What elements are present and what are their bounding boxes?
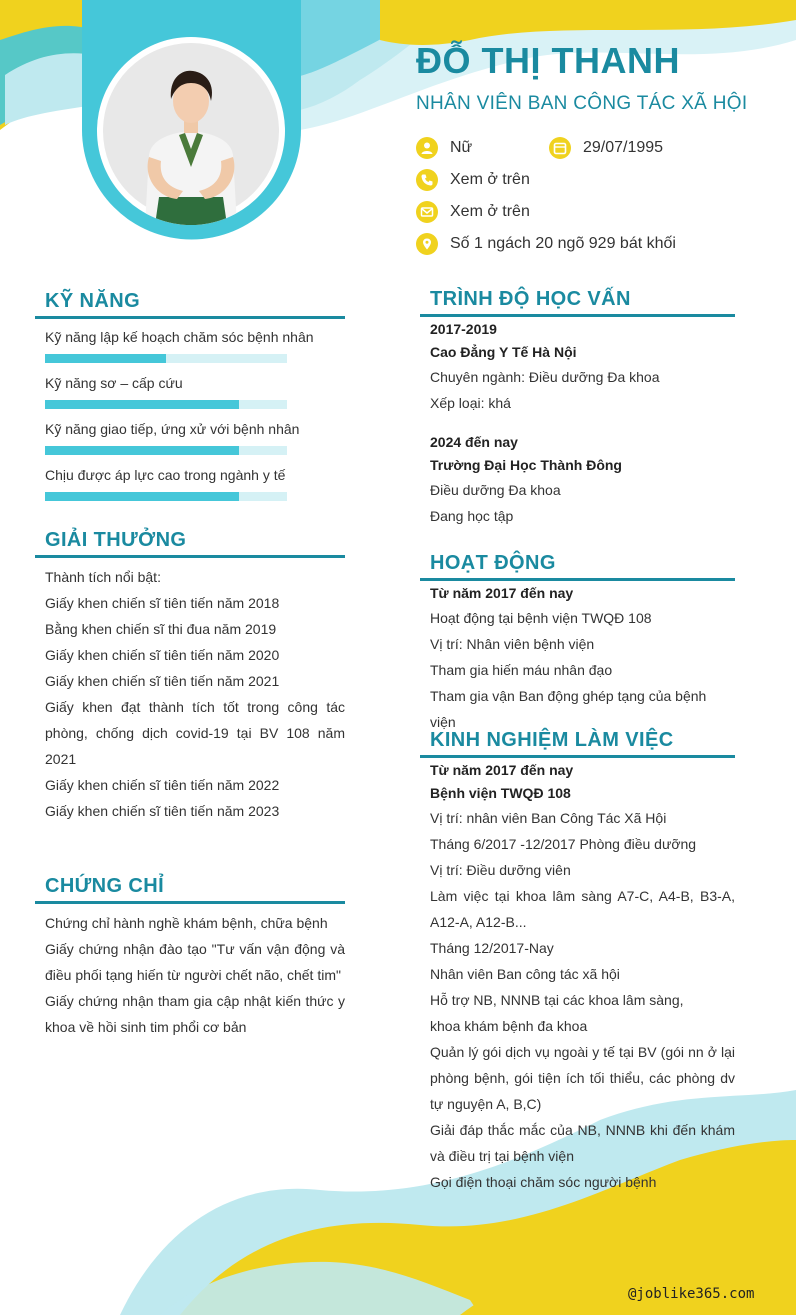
award-item: Giấy khen chiến sĩ tiên tiến năm 2022	[45, 777, 280, 793]
activity-item: Vị trí: Nhân viên bệnh viện	[430, 636, 595, 652]
skill-bar-fill	[45, 400, 239, 409]
skill-bar	[45, 492, 287, 501]
experience-item: Gọi điện thoại chăm sóc người bệnh	[430, 1174, 657, 1190]
education-title: TRÌNH ĐỘ HỌC VẤN	[430, 288, 631, 310]
experience-item: Vị trí: Điều dưỡng viên	[430, 862, 571, 878]
award-item: Giấy khen chiến sĩ tiên tiến năm 2020	[45, 647, 280, 663]
experience-item: Tháng 6/2017 -12/2017 Phòng điều dưỡng	[430, 836, 697, 852]
activity-item: Hoạt động tại bệnh viện TWQĐ 108	[430, 610, 652, 626]
email-value: Xem ở trên	[450, 203, 530, 220]
experience-divider	[420, 755, 735, 758]
education-divider	[420, 314, 735, 317]
skill-bar	[45, 354, 287, 363]
skill-label: Kỹ năng sơ – cấp cứu	[45, 375, 183, 391]
certificate-item: Giấy chứng nhận tham gia cập nhật kiến thức y khoa về hồi sinh tim phổi cơ bản	[45, 993, 345, 1035]
award-item: Giấy khen chiến sĩ tiên tiến năm 2018	[45, 595, 280, 611]
certificates-list	[45, 910, 345, 1040]
phone-value: Xem ở trên	[450, 171, 530, 188]
experience-list	[430, 759, 735, 1195]
candidate-name: ĐỖ THỊ THANH	[416, 40, 680, 81]
phone-row	[416, 168, 530, 192]
award-item: Bằng khen chiến sĩ thi đua năm 2019	[45, 621, 277, 637]
award-item: Giấy khen đạt thành tích tốt trong công tác phòng, chống dịch covid-19 tại BV 108 năm 2021	[45, 699, 345, 767]
experience-item: Hỗ trợ NB, NNNB tại các khoa lâm sàng,	[430, 992, 684, 1008]
watermark-text: @joblike365.com	[628, 1286, 755, 1302]
skill-bar-fill	[45, 446, 239, 455]
education-detail: Đang học tập	[430, 508, 514, 524]
activities-divider	[420, 578, 735, 581]
skill-item	[45, 329, 335, 363]
gender-value: Nữ	[450, 139, 473, 156]
education-period: 2024 đến nay	[430, 434, 518, 450]
award-item: Giấy khen chiến sĩ tiên tiến năm 2023	[45, 803, 280, 819]
experience-company: Bệnh viện TWQĐ 108	[430, 785, 571, 801]
awards-list	[45, 564, 345, 824]
activities-list	[430, 582, 735, 735]
experience-item: Giải đáp thắc mắc của NB, NNNB khi đến khám và điều trị tại bệnh viện	[430, 1122, 735, 1164]
skill-item	[45, 467, 335, 501]
awards-title: GIẢI THƯỞNG	[45, 529, 187, 551]
activity-item: Tham gia hiến máu nhân đạo	[430, 662, 613, 678]
awards-intro: Thành tích nổi bật:	[45, 569, 161, 585]
skills-title: KỸ NĂNG	[45, 290, 141, 312]
experience-period: Từ năm 2017 đến nay	[430, 762, 574, 778]
birthday-value: 29/07/1995	[583, 139, 664, 156]
job-title: NHÂN VIÊN BAN CÔNG TÁC XÃ HỘI	[416, 93, 748, 114]
email-icon	[416, 201, 438, 223]
award-item: Giấy khen chiến sĩ tiên tiến năm 2021	[45, 673, 280, 689]
phone-icon	[416, 169, 438, 191]
experience-item: Vị trí: nhân viên Ban Công Tác Xã Hội	[430, 810, 667, 826]
experience-item: Tháng 12/2017-Nay	[430, 940, 554, 956]
education-entry	[430, 318, 735, 416]
experience-item: khoa khám bệnh đa khoa	[430, 1018, 588, 1034]
skill-label: Kỹ năng giao tiếp, ứng xử với bệnh nhân	[45, 421, 300, 437]
user-icon	[416, 137, 438, 159]
education-detail: Chuyên ngành: Điều dưỡng Đa khoa	[430, 369, 660, 385]
experience-title: KINH NGHIỆM LÀM VIỆC	[430, 729, 674, 751]
education-entry	[430, 431, 735, 529]
skill-item	[45, 421, 335, 455]
education-detail: Xếp loại: khá	[430, 395, 511, 411]
email-row	[416, 200, 530, 224]
certificates-title: CHỨNG CHỈ	[45, 875, 165, 897]
address-row	[416, 232, 676, 256]
skill-label: Chịu được áp lực cao trong ngành y tế	[45, 467, 286, 483]
experience-item: Nhân viên Ban công tác xã hội	[430, 966, 620, 982]
gender-row	[416, 136, 472, 160]
activities-title: HOẠT ĐỘNG	[430, 552, 556, 574]
activities-period: Từ năm 2017 đến nay	[430, 585, 574, 601]
skill-item	[45, 375, 335, 409]
skills-divider	[35, 316, 345, 319]
experience-item: Làm việc tại khoa lâm sàng A7-C, A4-B, B3-A, A12-A, A12-B...	[430, 888, 735, 930]
address-value: Số 1 ngách 20 ngõ 929 bát khối	[450, 235, 676, 252]
portrait-photo-icon	[97, 37, 285, 225]
certificate-item: Giấy chứng nhận đào tạo "Tư vấn vận động và điều phối tạng hiến từ người chết não, chết tim"	[45, 941, 345, 983]
location-pin-icon	[416, 233, 438, 255]
calendar-icon	[549, 137, 571, 159]
education-detail: Điều dưỡng Đa khoa	[430, 482, 561, 498]
certificate-item: Chứng chỉ hành nghề khám bệnh, chữa bệnh	[45, 915, 328, 931]
skill-label: Kỹ năng lập kế hoạch chăm sóc bệnh nhân	[45, 329, 314, 345]
education-period: 2017-2019	[430, 321, 497, 337]
birthday-row	[549, 136, 663, 160]
skill-bar	[45, 400, 287, 409]
skill-bar	[45, 446, 287, 455]
profile-photo	[97, 37, 285, 225]
activity-item: Tham gia vận Ban động ghép tạng của bệnh viện	[430, 688, 707, 730]
education-school: Trường Đại Học Thành Đông	[430, 457, 622, 473]
skill-bar-fill	[45, 492, 239, 501]
certificates-divider	[35, 901, 345, 904]
experience-item: Quản lý gói dịch vụ ngoài y tế tại BV (gói nn ở lại phòng bệnh, gói tiện ích tối thiểu, các phòng dv tự nguyện A, B,C)	[430, 1044, 735, 1112]
awards-divider	[35, 555, 345, 558]
skill-bar-fill	[45, 354, 166, 363]
education-school: Cao Đẳng Y Tế Hà Nội	[430, 344, 577, 360]
